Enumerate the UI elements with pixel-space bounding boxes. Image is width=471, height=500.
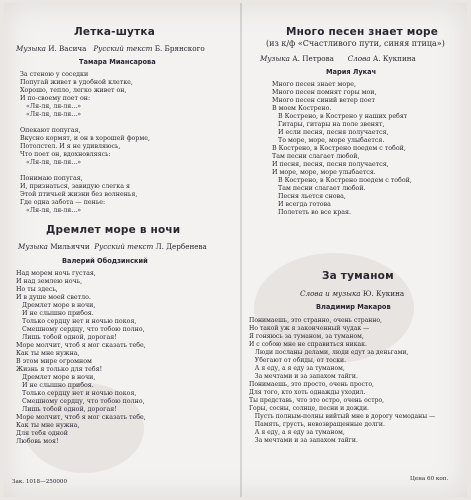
song3-text-author: А. Кукпина: [372, 54, 416, 63]
song2-performer: Валерий Ободзинский: [62, 257, 148, 265]
song3-credit: Музыка А. Петрова Слова А. Кукпина: [260, 54, 416, 63]
center-fold: [240, 3, 242, 497]
song4-lyrics: Понимаешь, это странно, очень странно, Но такой уж я законченный чудак — Я гоняюсь за туманом, за туманом, И с собою мне не справиться никак. Люди посланы делами, люди едут за деньгами, Убегают от обиды, от тоски. А я еду, а я еду за туманом, За мечтами и за запахом тайги. Понимаешь, это просто, очень просто, Для того, кто хоть однажды уходил. Ты представь, что это остро, очень остро, Горы, сосны, солнце, песни и дожди. Пусть полным-полны вийтый мне в дорогу чемоданы — Память, грусть, невозвращенные долги. А я еду, а я еду за туманом, За мечтами и за запахом тайги.: [249, 317, 436, 444]
song3-music-author: А. Петрова: [292, 54, 334, 63]
price: Цена 60 коп.: [410, 476, 449, 482]
song4-credit: Слова и музыка Ю. Кукина: [300, 289, 405, 298]
song2-credit: Музыка Мильяччи Русский текст Л. Дербенева: [18, 242, 207, 251]
song4-performer: Владимир Макаров: [316, 303, 391, 311]
song4-title: За туманом: [322, 270, 394, 282]
song1-title: Летка-шутка: [74, 26, 155, 38]
song2-text-author: Л. Дербенева: [155, 242, 207, 251]
song2-lyrics: Над морем ночь густая, И над землею ночь, Но ты здесь, И в душе моей светло. Дремлет море в ночи, И не слышно прибоя. Только сердцу нет и ночью покоя, Смешному сердцу, что тобою полно, Лишь тобой одной, дорогая! Море молчит, чтоб я мог сказать тебе, Как ты мне нужна, В этом мире огромном Жизнь я только для тебя! Дремлет море в ночи, И не слышно прибоя. Только сердцу нет и ночью покоя, Смешному сердцу, что тобою полно, Лишь тобой одной, дорогая! Море молчит, чтоб я мог сказать тебе, Как ты мне нужна, Для тебя одной Любовь моя!: [16, 270, 146, 445]
song3-performer: Мария Лукач: [326, 68, 377, 76]
order-number: Зак. 1018—250000: [12, 479, 68, 485]
song1-text-author: Б. Брянского: [154, 44, 205, 53]
song2-music-author: Мильяччи: [50, 242, 90, 251]
song1-performer: Тамара Миансарова: [79, 58, 156, 66]
song1-music-author: И. Васича: [48, 44, 87, 53]
song1-lyrics: За стеною у соседки Попугай живет в удобной клетке, Хорошо, тепло, легко живет он, И по-своему поет он: «Ля-ля, ля-ля...» «Ля-ля, ля-ля...» Опекают попугая, Вкусно кормят, и он в хорошей форме, Потолстел. И я не удивляюсь, Что поет он, вдохновляясь: «Ля-ля, ля-ля...» Понимаю попугая, И, признаться, завидую слегка я Этой птичьей жизни без волненья, Где одна забота — пенье: «Ля-ля, ля-ля...»: [20, 71, 150, 214]
song2-title: Дремлет море в ночи: [46, 224, 181, 236]
song3-lyrics: Много песен знает море, Много песен помнят горы мои, Много песен синий ветер поет В моем Кострено. В Кострено, в Кострено у наших ребят Гитары, гитары на поле звенят, И если песня, песня получается, То море, море, море улыбается. В Кострено, в Кострено поедем с тобой, Там песни слагает любой, И песня, песня, песня получается, И море, море, море улыбается. В Кострено, в Кострено поедем с тобой, Там песни слагает любой. Песня льется снова, И всегда готова Полететь во все края.: [272, 81, 412, 216]
songbook-page: [4, 3, 467, 497]
song3-subtitle: (из к/ф «Счастливого пути, синяя птица»): [266, 39, 445, 48]
song1-credit: Музыка И. Васича Русский текст Б. Брянского: [16, 44, 205, 53]
song4-credit-author: Ю. Кукина: [362, 289, 405, 298]
song3-title: Много песен знает море: [286, 26, 439, 38]
